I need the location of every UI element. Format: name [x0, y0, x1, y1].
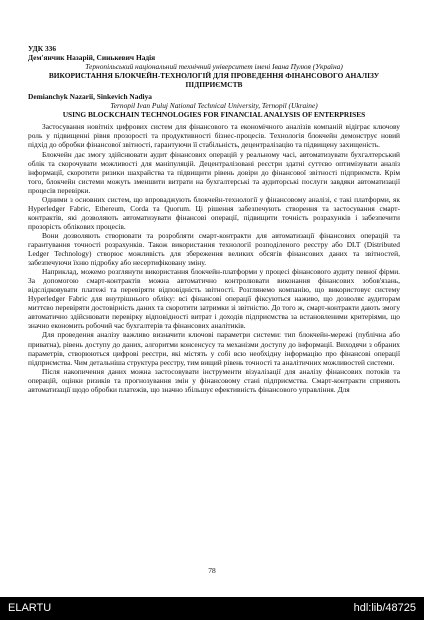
page-content — [28, 44, 400, 394]
handle-id[interactable]: hdl:lib/48725 — [353, 602, 416, 614]
title-en: USING BLOCKCHAIN TECHNOLOGIES FOR FINANCIAL ANALYSIS OF ENTERPRISES — [62, 110, 366, 120]
body-paragraph: Вони дозволяють створювати та розробляти смарт-контракти для автоматизації фінансових операцій та гарантування точності розрахунків. Також використання технології розподіленого реєстру або DLT (Distributed Ledger Technology) створює можливість для збереження великих обсягів фінансових даних та звітностей, забезпечуючи їхню підробку або несертифіковану зміну. — [28, 230, 400, 268]
title-ua: ВИКОРИСТАННЯ БЛОКЧЕЙН-ТЕХНОЛОГІЙ ДЛЯ ПРОВЕДЕННЯ ФІНАНСОВОГО АНАЛІЗУ ПІДПРИЄМСТВ — [48, 71, 380, 90]
body-paragraph: Після накопичення даних можна застосовувати інструменти візуалізації для аналізу фінансових потоків та операцій, оцінки ризиків та прогнозування змін у фінансовому стані підприємства. Смарт-контракти сприяють автоматизації щодо обробки платежів, що значно збільшує ефективність фінансового управління. Для — [28, 366, 400, 394]
body-paragraph: Застосування новітніх цифрових систем для фінансового та економічного аналізів компаній відіграє ключову роль у підвищенні рівня прозорості та продуктивності бізнес-процесів. Технологія блокчейн демонструє новий підхід до обробки фінансової звітності, гарантуючи її стабільність, децентралізацію та підвищену захищеність. — [28, 122, 400, 150]
affiliation-ua: Тернопільський національний технічний університет імені Івана Пулюя (Україна) — [85, 62, 343, 72]
affiliation-en: Ternopil Ivan Puluj National Technical University, Ternopil (Ukraine) — [110, 101, 318, 111]
udc-code: УДК 336 — [28, 44, 57, 53]
body-paragraph: Блокчейн дає змогу здійснювати аудит фінансових операцій у реальному часі, автоматизувати бухгалтерський облік та скорочувати можливості для маніпуляцій. Децентралізовані реєстри здатні суттєво оптимізувати аналіз інформації, скоротити ризики шахрайства та підвищити рівень довіри до фінансової звітності підприємств. Крім того, блокчейн системи можуть зменшити витрати на бухгалтерські та аудиторські послуги завдяки автоматизації процесів перевірки. — [28, 149, 400, 195]
authors-en: Demianchyk Nazarii, Sinkevich Nadiya — [28, 92, 153, 102]
body-paragraph: Для проведення аналізу важливо визначити ключові параметри системи: тип блокчейн-мережі (публічна або приватна), рівень доступу до даних, алгоритми консенсусу та механізми доступу до інформації. Виходячи з обраних параметрів, створюються цифрові реєстри, які містять у собі всю необхідну інформацію про фінансові операції підприємства. Чим детальніша структура реєстру, тим вищий рівень точності та аналітичних можливостей системи. — [28, 330, 400, 367]
page-number: 78 — [208, 566, 216, 575]
body-paragraph: Наприклад, можемо розглянути використання блокчейн-платформи у процесі фінансового аудиту певної фірми. За допомогою смарт-контрактів можна автоматично контролювати виконання фінансових зобов'язань, відслідковувати платежі та перевіряти відповідність звітності. Розглянемо компанію, що використовує систему Hyperledger Fabric для внутрішнього обліку: всі фінансові операції фіксуються наживо, що дозволяє аудиторам миттєво перевіряти достовірність даних та скоротити затримки зі звітністю. До того ж, смарт-контракти дають змогу автоматично здійснювати перевірку відповідності витрат і доходів підприємства за встановленими критеріями, що значно економить робочий час бухгалтерів та фінансових аналітиків. — [28, 267, 400, 331]
body-paragraph: Одними з основних систем, що впроваджують блокчейн-технології у фінансовому аналізі, є такі платформи, як Hyperledger Fabric, Ethereum, Corda та Quorum. Ці рішення забезпечують створення та застосування смарт-контрактів, які дозволяють автоматизувати фінансові операції, підвищити точність розрахунків і забезпечити прозорість облікових процесів. — [28, 194, 400, 231]
footer-bar — [0, 597, 424, 620]
repository-name: ELARTU — [8, 602, 52, 614]
authors-ua: Дем'янчик Назарій, Синькевич Надія — [28, 53, 156, 63]
